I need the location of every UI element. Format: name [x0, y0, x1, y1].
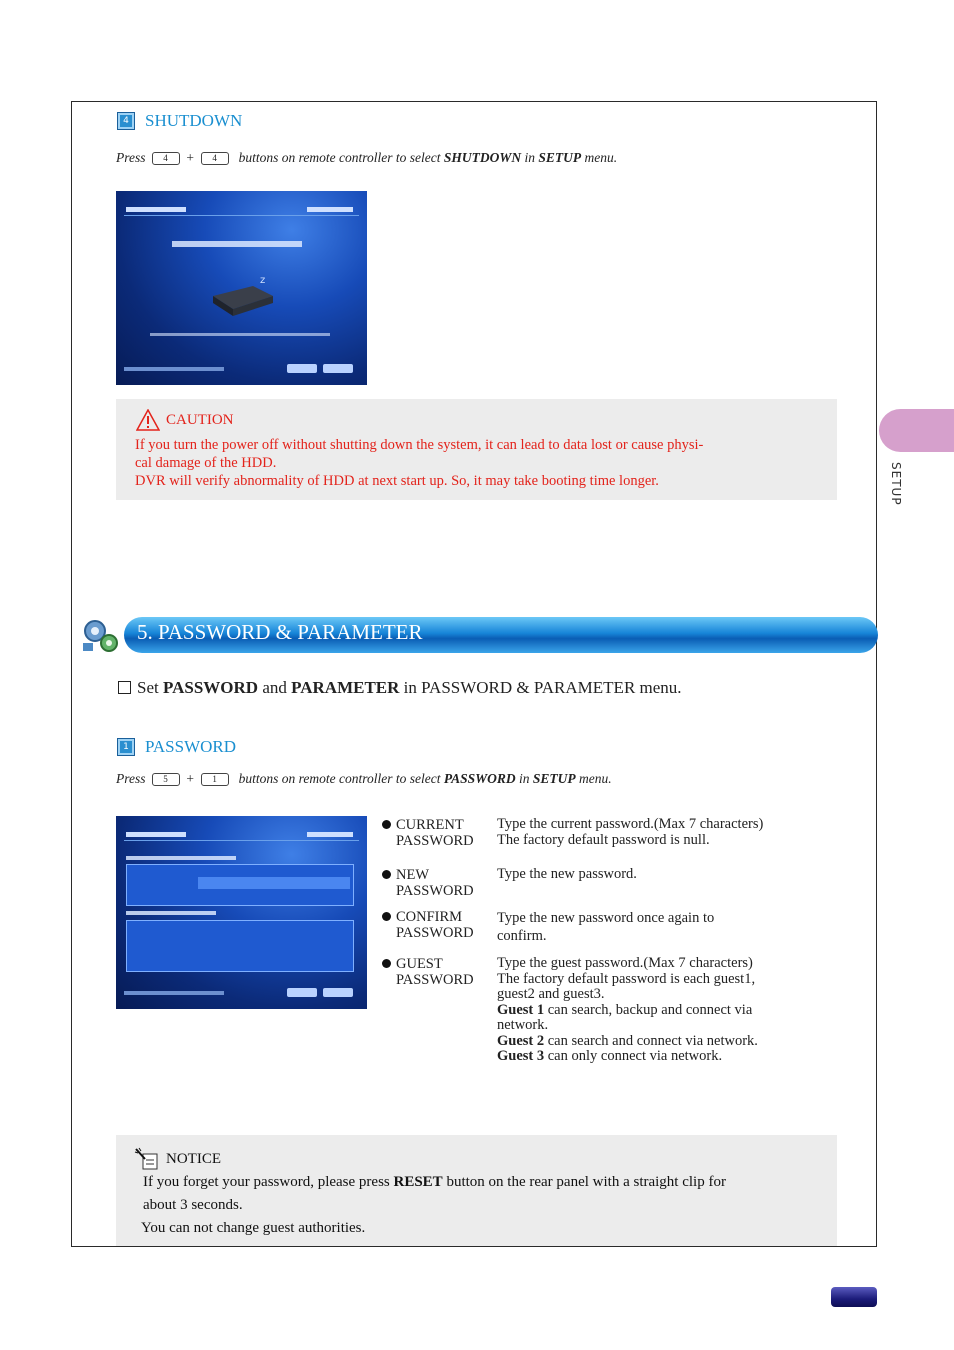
remote-key-2: 1: [201, 773, 229, 786]
intro-set: Set: [137, 678, 159, 697]
bullet-dot-icon: [382, 870, 391, 879]
in-word: in: [524, 150, 535, 165]
option-description: Type the current password.(Max 7 characters) The factory default password is null.: [497, 816, 764, 848]
option-description: Type the new password once again to confirm.: [497, 910, 715, 944]
plus-sign: +: [185, 150, 195, 165]
bullet-dot-icon: [382, 820, 391, 829]
caution-heading: [136, 409, 234, 431]
notice-box: [116, 1135, 837, 1246]
option-label: NEW PASSWORD: [382, 867, 492, 899]
remote-key-1: 5: [152, 773, 180, 786]
warning-triangle-icon: [136, 409, 160, 431]
setup-menu: SETUP: [538, 150, 582, 165]
target-menu: PASSWORD: [443, 771, 516, 786]
intro-rest: in PASSWORD & PARAMETER menu.: [403, 678, 682, 697]
notice-line: about 3 seconds.: [143, 1197, 243, 1213]
section-intro: [118, 678, 682, 698]
settings-gears-icon: [77, 613, 123, 657]
shutdown-screenshot: [116, 191, 367, 385]
dvr-device-icon: [208, 271, 278, 321]
password-instruction: [116, 771, 612, 787]
option-label: CURRENT PASSWORD: [382, 817, 492, 849]
section-number-icon: 1: [117, 738, 135, 756]
checkbox-bullet-icon: [118, 681, 131, 694]
plus-sign: +: [185, 771, 195, 786]
remote-key-1: 4: [152, 152, 180, 165]
notice-line: You can not change guest authorities.: [141, 1220, 366, 1236]
setup-side-tab: [879, 409, 954, 452]
option-label: CONFIRM PASSWORD: [382, 909, 492, 941]
section-number-icon: 4: [117, 112, 135, 130]
shutdown-title: SHUTDOWN: [145, 111, 243, 130]
setup-menu: SETUP: [532, 771, 576, 786]
password-heading: [117, 737, 236, 757]
shutdown-heading: [117, 111, 242, 131]
caution-line: If you turn the power off without shutting down the system, it can lead to data lost or cause physi-: [135, 437, 704, 453]
menu-word: menu.: [579, 771, 612, 786]
instruction-text: buttons on remote controller to select: [238, 771, 441, 786]
target-menu: SHUTDOWN: [443, 150, 522, 165]
caution-text: [135, 436, 825, 490]
setup-side-label: SETUP: [889, 462, 903, 506]
page-number-badge: [831, 1287, 877, 1307]
password-title: PASSWORD: [145, 737, 237, 756]
password-screenshot: [116, 816, 367, 1009]
remote-key-2: 4: [201, 152, 229, 165]
intro-parameter: PARAMETER: [291, 678, 400, 697]
caution-title: CAUTION: [166, 411, 234, 428]
intro-and: and: [262, 678, 287, 697]
menu-word: menu.: [584, 150, 618, 165]
press-word: Press: [116, 150, 146, 165]
caution-line: DVR will verify abnormality of HDD at next start up. So, it may take booting time longer.: [135, 473, 659, 489]
section-title: 5. PASSWORD & PARAMETER: [137, 620, 423, 644]
in-word: in: [519, 771, 530, 786]
notice-pen-icon: [134, 1147, 160, 1171]
option-description: Type the new password.: [497, 866, 637, 882]
press-word: Press: [116, 771, 146, 786]
bullet-dot-icon: [382, 959, 391, 968]
intro-password: PASSWORD: [162, 678, 259, 697]
notice-title: NOTICE: [166, 1150, 221, 1167]
option-label: GUEST PASSWORD: [382, 956, 492, 988]
bullet-dot-icon: [382, 912, 391, 921]
option-description: Type the guest password.(Max 7 characters) The factory default password is each guest1, guest2 and guest3. Guest 1 can search, backup and connect via network. Guest 2 can search and connect via network. Guest 3 can only connect via network.: [497, 955, 758, 1064]
caution-box: [116, 399, 837, 500]
notice-heading: [134, 1147, 221, 1171]
svg-text:z: z: [260, 275, 266, 286]
caution-line: cal damage of the HDD.: [135, 455, 277, 471]
notice-line: If you forget your password, please press RESET button on the rear panel with a straight clip for: [143, 1174, 726, 1190]
instruction-text: buttons on remote controller to select: [238, 150, 441, 165]
shutdown-instruction: [116, 150, 617, 166]
